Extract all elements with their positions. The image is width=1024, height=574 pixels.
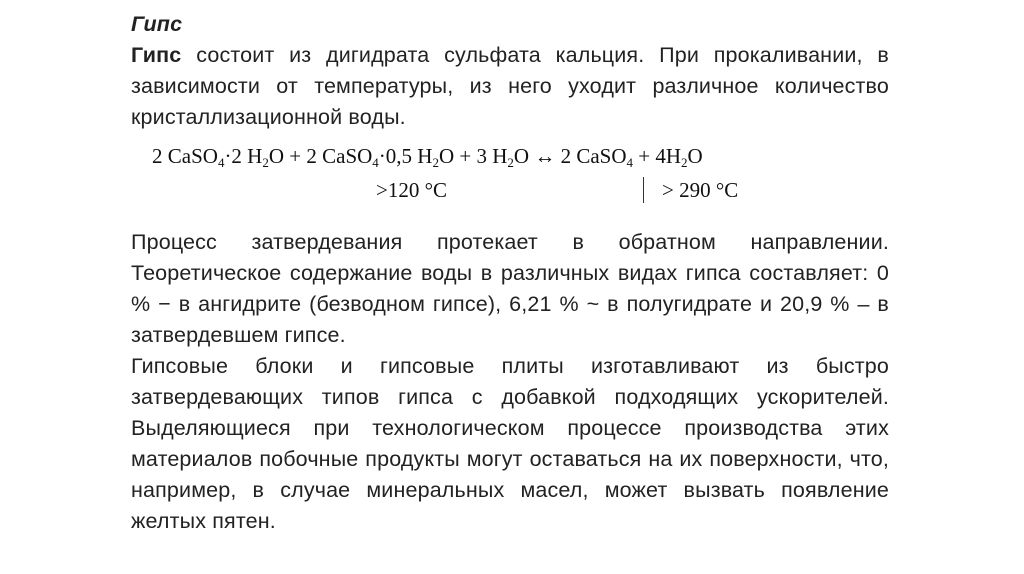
intro-lead-term: Гипс [131, 43, 182, 67]
equation-part: 2 CaSO [152, 144, 218, 168]
intro-text: состоит из дигидрата сульфата кальция. При прокаливании, в зависимости от температуры, из него уходит различное количество кристаллизационной воды. [131, 43, 889, 129]
hardening-paragraph: Процесс затвердевания протекает в обратном направлении. Теоретическое содержание воды в различных видах гипса составляет: 0 % − в ангидрите (безводном гипсе), 6,21 % ~ в полугидрате и 20,9 % – в затвердевшем гипсе. [131, 230, 889, 347]
condition-divider [643, 177, 644, 203]
equation-part: O + 3 H [438, 144, 508, 168]
equation-subscript: 4 [217, 155, 225, 170]
intro-paragraph [131, 40, 889, 133]
temperature-condition-2: > 290 °C [662, 178, 739, 202]
blocks-paragraph: Гипсовые блоки и гипсовые плиты изготавливают из быстро затвердевающих типов гипса с добавкой подходящих ускорителей. Выделяющиеся при технологическом процессе производства этих материалов побочные продукты могут оставаться на их поверхности, что, например, в случае минеральных масел, может вызвать появление желтых пятен. [131, 354, 889, 533]
equation-subscript: 4 [626, 155, 633, 170]
equation-subscript: 2 [262, 155, 269, 170]
equation-subscript: 2 [681, 155, 688, 170]
equation-part: O ↔ 2 CaSO [513, 144, 627, 168]
equation-subscript: 2 [507, 155, 514, 170]
temperature-condition-1: >120 °C [376, 178, 447, 202]
dehydration-equation [152, 143, 852, 170]
equation-subscript: 2 [432, 155, 439, 170]
equation-part: ·0,5 H [378, 144, 433, 168]
equation-part: O [687, 144, 703, 168]
equation-part: + 4H [633, 144, 682, 168]
equation-part: O + 2 CaSO [268, 144, 373, 168]
equation-part: ·2 H [224, 144, 263, 168]
equation-subscript: 4 [372, 155, 379, 170]
slide-title: Гипс [131, 12, 183, 36]
